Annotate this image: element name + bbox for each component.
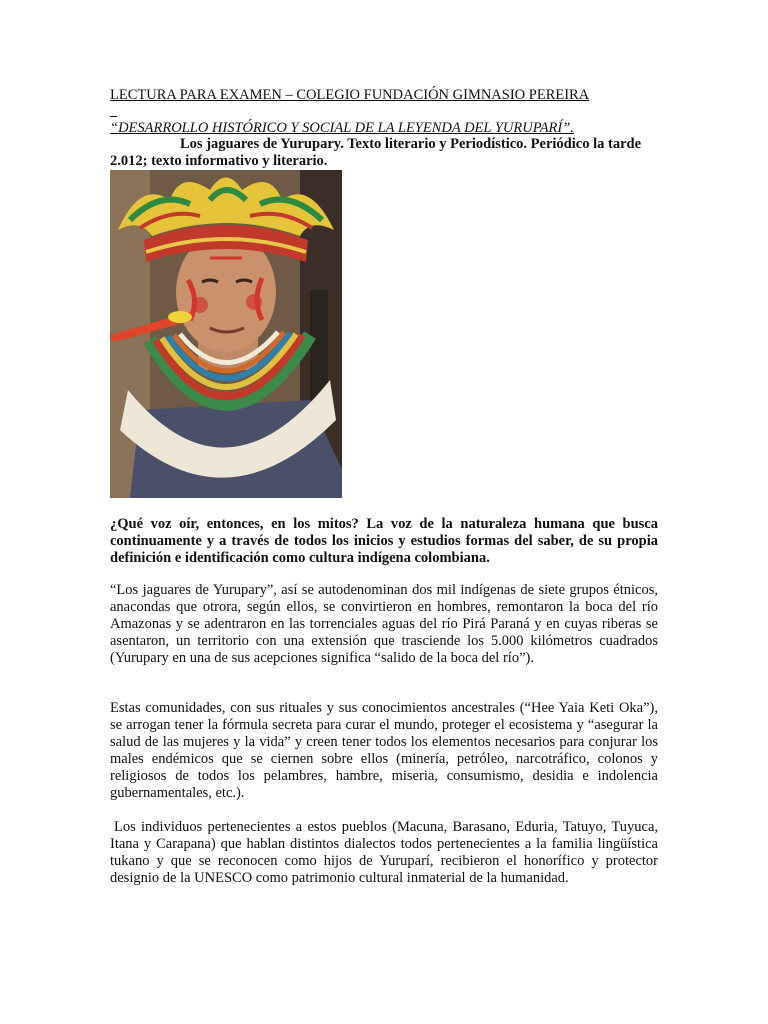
paragraph-2: “Los jaguares de Yurupary”, así se autodenominan dos mil indígenas de siete grupos étnicos, anacondas que otrora, según ellos, se convirtieron en hombres, remontaron la boca del río Amazonas y se adentraron en las torrenciales aguas del río Pirá Paraná y en cuyas riberas se asentaron, un territorio con una extensión que trasciende los 5.000 kilómetros cuadrados (Yurupary en una de sus acepciones significa “salido de la boca del río”). — [110, 582, 658, 666]
paragraph-intro: ¿Qué voz oír, entonces, en los mitos? La voz de la naturaleza humana que busca continuamente y a través de todos los inicios y estudios formas del saber, de su propia definición e identificación como cultura indígena colombiana. — [110, 516, 658, 566]
indigenous-man-photo — [110, 170, 342, 498]
paragraph-3: Estas comunidades, con sus rituales y sus conocimientos ancestrales (“Hee Yaia Keti Oka”), se arrogan tener la fórmula secreta para curar el mundo, proteger el ecosistema y “asegurar la salud de las mujeres y la vida” y creen tener todos los elementos necesarios para conjurar los males endémicos que se ciernen sobre ellos (minería, petróleo, narcotráfico, colonos y religiosos de todos los pelambres, hambre, miseria, consumismo, desidia e indolencia gubernamentales, etc.). — [110, 700, 658, 801]
document-header: LECTURA PARA EXAMEN – COLEGIO FUNDACIÓN GIMNASIO PEREIRA — [110, 87, 590, 103]
underline-mark — [110, 104, 117, 120]
document-title: “DESARROLLO HISTÓRICO Y SOCIAL DE LA LEYENDA DEL YURUPARÍ”. — [110, 120, 574, 136]
paragraph-4: Los individuos pertenecientes a estos pueblos (Macuna, Barasano, Eduria, Tatuyo, Tuyuca, Itana y Carapana) que hablan distintos dialectos todos pertenecientes a la familia lingüística tukano y que se reconocen como hijos de Yuruparí, recibieron el honorífico y protector designio de la UNESCO como patrimonio cultural inmaterial de la humanidad. — [110, 819, 658, 886]
document-subtitle: Los jaguares de Yurupary. Texto literario y Periodístico. Periódico la tarde 2.012; texto informativo y literario. — [110, 136, 642, 169]
